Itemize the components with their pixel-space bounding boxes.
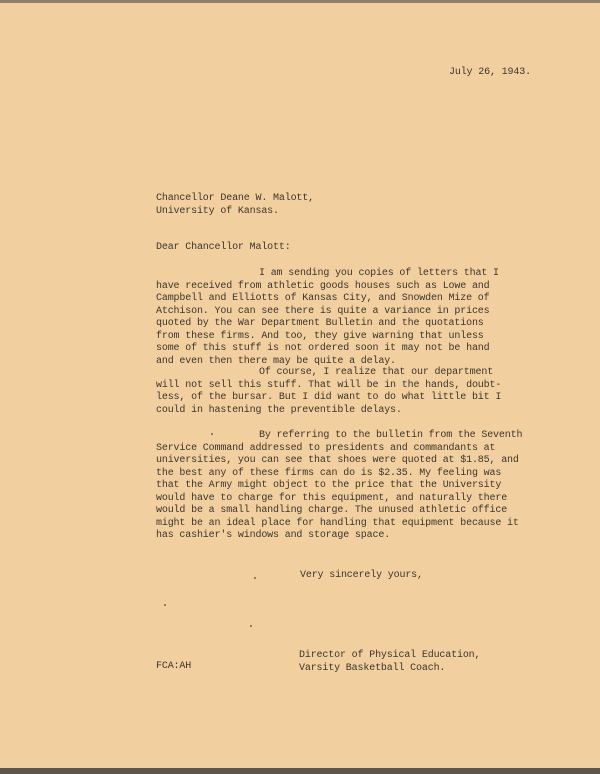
paragraph-line: could in hastening the preventible delays. bbox=[156, 404, 402, 416]
paragraph-line: the best any of these firms can do is $2.35. My feeling was bbox=[156, 467, 502, 479]
addressee-block bbox=[156, 193, 314, 218]
paragraph-2 bbox=[156, 367, 536, 417]
paragraph-line: I am sending you copies of letters that I bbox=[259, 268, 499, 279]
paper-speck bbox=[164, 604, 166, 606]
paragraph-line: have received from athletic goods houses such as Lowe and bbox=[156, 280, 490, 292]
signer-title: Director of Physical Education, bbox=[299, 650, 481, 661]
paragraph-1 bbox=[156, 268, 536, 368]
salutation: Dear Chancellor Malott: bbox=[156, 242, 291, 253]
paragraph-line: that the Army might object to the price that the University bbox=[156, 480, 502, 491]
paper-speck bbox=[211, 433, 213, 435]
paragraph-line: has cashier's windows and storage space. bbox=[156, 530, 391, 541]
complimentary-close: Very sincerely yours, bbox=[300, 570, 423, 581]
paragraph-line: universities, you can see that shoes were quoted at $1.85, and bbox=[156, 455, 519, 466]
paragraph-line: Atchison. You can see there is quite a variance in prices bbox=[156, 305, 490, 317]
paragraph-line: will not sell this stuff. That will be in the hands, doubt- bbox=[156, 379, 502, 391]
paragraph-line: By referring to the bulletin from the Seventh bbox=[259, 430, 523, 441]
scan-bottom-edge bbox=[0, 768, 600, 774]
paragraph-line: Service Command addressed to presidents and commandants at bbox=[156, 442, 496, 454]
paragraph-line: less, of the bursar. But I did want to do what little bit I bbox=[156, 392, 502, 403]
paper-speck bbox=[250, 625, 252, 627]
paper-speck bbox=[254, 577, 256, 579]
addressee-institution: University of Kansas. bbox=[156, 205, 279, 217]
scan-top-edge bbox=[0, 0, 600, 3]
paragraph-line: would be a small handling charge. The unused athletic office bbox=[156, 505, 508, 516]
paragraph-line: some of this stuff is not ordered soon it may not be hand bbox=[156, 343, 490, 354]
paragraph-line: would have to charge for this equipment, and naturally there bbox=[156, 492, 508, 504]
addressee-name: Chancellor Deane W. Malott, bbox=[156, 193, 314, 204]
letter-date: July 26, 1943. bbox=[449, 67, 531, 78]
paragraph-line: from these firms. And too, they give warning that unless bbox=[156, 330, 484, 342]
paragraph-3 bbox=[156, 430, 536, 543]
paragraph-line: Of course, I realize that our department bbox=[259, 367, 494, 378]
paragraph-line: quoted by the War Department Bulletin and the quotations bbox=[156, 318, 484, 329]
signature-block bbox=[299, 650, 480, 675]
paragraph-line: might be an ideal place for handling that equipment because it bbox=[156, 517, 519, 529]
paragraph-line: Campbell and Elliotts of Kansas City, and Snowden Mize of bbox=[156, 293, 490, 304]
paragraph-line: and even then there may be quite a delay. bbox=[156, 355, 396, 367]
signer-role: Varsity Basketball Coach. bbox=[299, 662, 446, 674]
reference-initials: FCA:AH bbox=[156, 661, 192, 672]
